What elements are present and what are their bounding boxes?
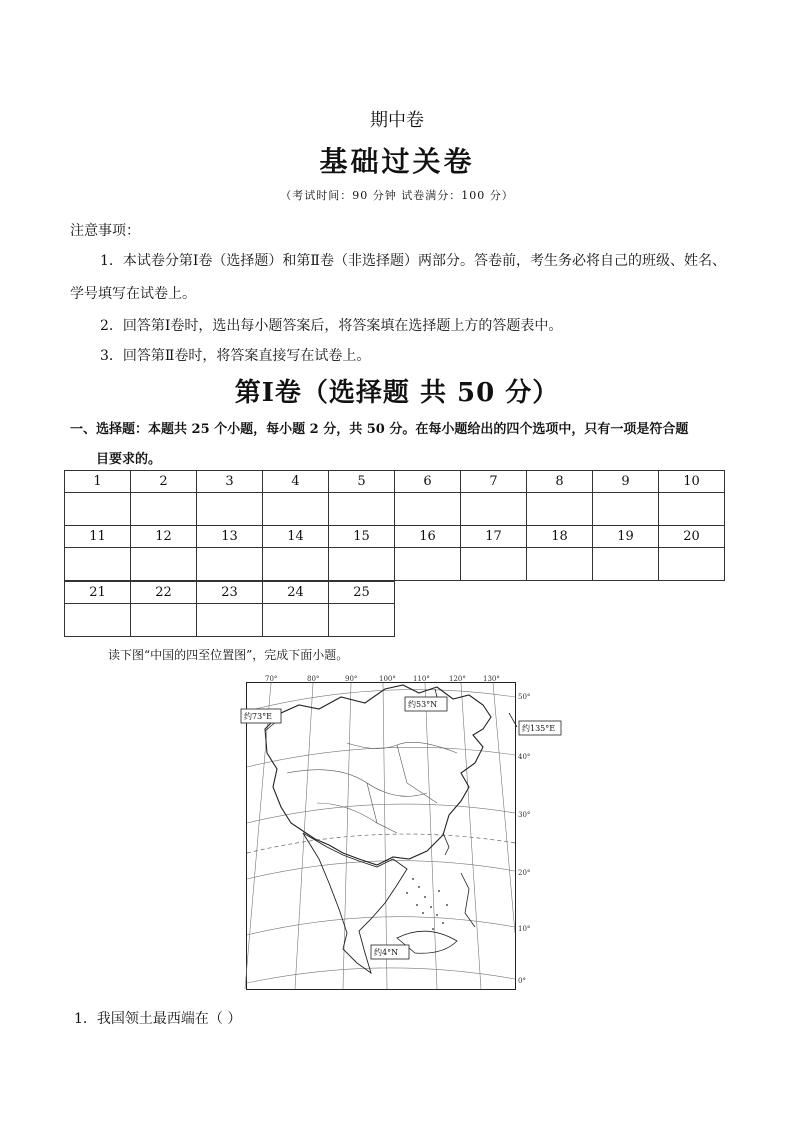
answer-number-cell: 10 [659, 471, 725, 493]
answer-number-cell: 25 [329, 582, 395, 604]
answer-number-cell: 14 [263, 526, 329, 548]
answer-blank-cell[interactable] [461, 493, 527, 526]
callout-south: 约4°N [374, 948, 399, 957]
answer-blank-cell[interactable] [461, 548, 527, 581]
answer-blank-cell[interactable] [395, 548, 461, 581]
answer-number-cell: 24 [263, 582, 329, 604]
notice-item-1-continued: 学号填写在试卷上。 [70, 286, 196, 302]
answer-number-cell: 12 [131, 526, 197, 548]
answer-number-cell: 19 [593, 526, 659, 548]
answer-blank-cell[interactable] [329, 548, 395, 581]
exam-title: 基础过关卷 [319, 145, 475, 178]
answer-number-cell: 1 [65, 471, 131, 493]
taiwan-outline [443, 833, 449, 855]
answer-number-cell: 20 [659, 526, 725, 548]
answer-blank-cell[interactable] [659, 548, 725, 581]
notice-title: 注意事项： [70, 223, 140, 239]
answer-number-cell: 3 [197, 471, 263, 493]
lat-label: 0° [518, 977, 526, 985]
answer-number-cell: 2 [131, 471, 197, 493]
answer-number-cell: 23 [197, 582, 263, 604]
lon-label: 110° [413, 675, 430, 683]
answer-blank-cell[interactable] [593, 548, 659, 581]
answer-number-cell: 7 [461, 471, 527, 493]
answer-blank-cell[interactable] [527, 493, 593, 526]
answer-number-cell: 4 [263, 471, 329, 493]
answer-blank-cell[interactable] [659, 493, 725, 526]
answer-number-cell: 6 [395, 471, 461, 493]
section-heading-continued: 目要求的。 [96, 452, 162, 467]
notice-item-3: 3．回答第Ⅱ卷时，将答案直接写在试卷上。 [100, 348, 371, 364]
answer-blank-cell[interactable] [197, 548, 263, 581]
lat-label: 20° [518, 869, 531, 877]
answer-table-partial [64, 581, 395, 637]
callout-north: 约53°N [408, 700, 438, 709]
lon-label: 120° [449, 675, 466, 683]
answer-blank-cell[interactable] [263, 493, 329, 526]
lon-label: 70° [265, 675, 278, 683]
notice-item-1: 1．本试卷分第Ⅰ卷（选择题）和第Ⅱ卷（非选择题）两部分。答卷前，考生务必将自己的班级、姓名、 [100, 253, 726, 269]
lon-label: 90° [345, 675, 358, 683]
section-heading: 一、选择题：本题共 25 个小题，每小题 2 分，共 50 分。在每小题给出的四个选项中，只有一项是符合题 [70, 422, 689, 437]
answer-number-cell: 22 [131, 582, 197, 604]
lon-label: 80° [307, 675, 320, 683]
answer-blank-cell[interactable] [197, 493, 263, 526]
answer-number-cell: 21 [65, 582, 131, 604]
lat-label: 10° [518, 925, 531, 933]
answer-blank-cell[interactable] [65, 604, 131, 637]
answer-blank-cell[interactable] [527, 548, 593, 581]
answer-table [64, 470, 725, 581]
china-extent-map [244, 675, 556, 990]
lat-label: 50° [518, 693, 531, 701]
callout-west: 约73°E [244, 712, 273, 721]
notice-item-2: 2．回答第Ⅰ卷时，选出每小题答案后，将答案填在选择题上方的答题表中。 [100, 318, 563, 334]
lon-label: 130° [483, 675, 500, 683]
answer-blank-cell[interactable] [197, 604, 263, 637]
china-outline [265, 685, 491, 865]
answer-number-cell: 13 [197, 526, 263, 548]
callout-leaders [265, 689, 517, 959]
answer-blank-cell[interactable] [263, 548, 329, 581]
answer-blank-cell[interactable] [329, 604, 395, 637]
map-drawing [244, 675, 556, 989]
answer-blank-cell[interactable] [131, 493, 197, 526]
question-1: 1．我国领土最西端在（ ） [74, 1011, 242, 1027]
exam-info: （考试时间：90 分钟 试卷满分：100 分） [280, 189, 514, 202]
answer-blank-cell[interactable] [65, 548, 131, 581]
answer-number-cell: 15 [329, 526, 395, 548]
province-borders [287, 742, 457, 833]
answer-blank-cell[interactable] [395, 493, 461, 526]
exam-subtitle: 期中卷 [370, 110, 424, 131]
philippines-outline [461, 873, 475, 927]
answer-number-cell: 8 [527, 471, 593, 493]
callout-east: 约135°E [522, 724, 556, 733]
answer-blank-cell[interactable] [263, 604, 329, 637]
answer-number-cell: 11 [65, 526, 131, 548]
tropic-line [247, 834, 515, 853]
answer-number-cell: 9 [593, 471, 659, 493]
answer-blank-cell[interactable] [329, 493, 395, 526]
south-sea-islands [406, 878, 448, 930]
answer-number-cell: 18 [527, 526, 593, 548]
answer-number-cell: 5 [329, 471, 395, 493]
lon-label: 100° [379, 675, 396, 683]
answer-blank-cell[interactable] [593, 493, 659, 526]
longitude-lines [245, 683, 515, 989]
answer-number-cell: 17 [461, 526, 527, 548]
reading-instruction: 读下图“中国的四至位置图”，完成下面小题。 [108, 648, 349, 662]
answer-blank-cell[interactable] [65, 493, 131, 526]
answer-blank-cell[interactable] [131, 548, 197, 581]
lat-label: 40° [518, 753, 531, 761]
lat-label: 30° [518, 811, 531, 819]
answer-number-cell: 16 [395, 526, 461, 548]
part-title: 第Ⅰ卷（选择题 共 50 分） [234, 378, 560, 408]
answer-blank-cell[interactable] [131, 604, 197, 637]
